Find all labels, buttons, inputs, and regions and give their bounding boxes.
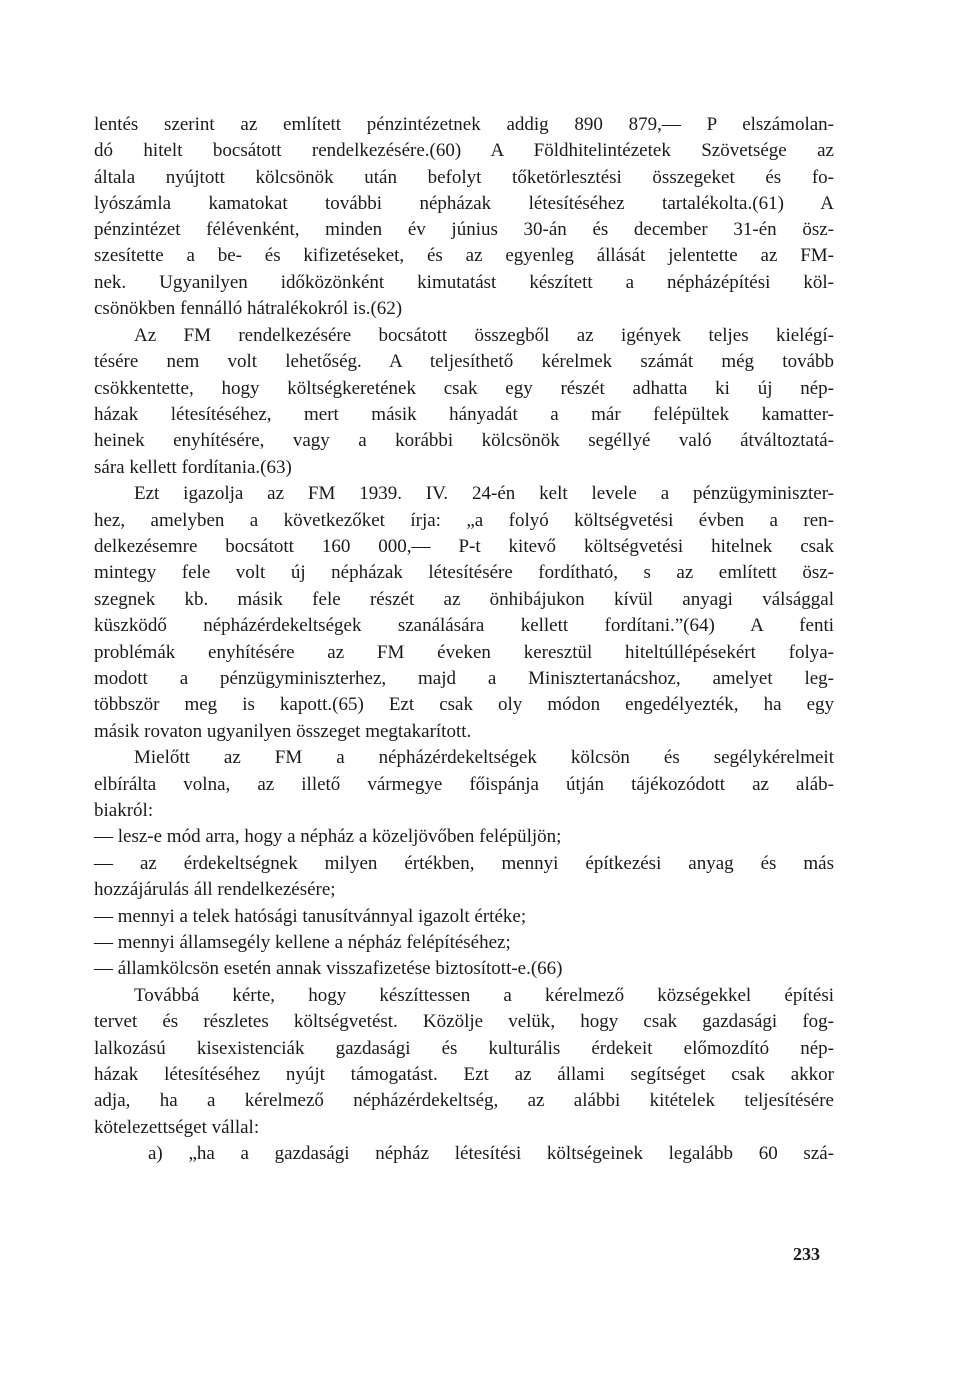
text-line: nek. Ugyanilyen időközönként kimutatást készített a népházépítési köl- xyxy=(94,272,834,293)
text-line: kötelezettséget vállal: xyxy=(94,1117,260,1138)
text-line: — mennyi államsegély kellene a népház felépítéséhez; xyxy=(94,932,511,953)
text-line: Az FM rendelkezésére bocsátott összegből az igények teljes kielégí- xyxy=(134,325,834,346)
text-line: lentés szerint az említett pénzintézetnek addig 890 879,— P elszámolan- xyxy=(94,114,834,135)
text-line: hozzájárulás áll rendelkezésére; xyxy=(94,879,336,900)
text-line: heinek enyhítésére, vagy a korábbi kölcsönök segéllyé való átváltoztatá- xyxy=(94,430,834,451)
text-line: szegnek kb. másik fele részét az önhibájukon kívül anyagi válsággal xyxy=(94,589,834,610)
text-line: lyószámla kamatokat további népházak létesítéséhez tartalékolta.(61) A xyxy=(94,193,834,214)
text-line: többször meg is kapott.(65) Ezt csak oly módon engedélyezték, ha egy xyxy=(94,694,834,715)
text-line: házak létesítéséhez, mert másik hányadát a már felépültek kamatter- xyxy=(94,404,834,425)
text-line: általa nyújtott kölcsönök után befolyt tőketörlesztési összegeket és fo- xyxy=(94,167,834,188)
text-line: szesítette a be- és kifizetéseket, és az egyenleg állását jelentette az FM- xyxy=(94,245,834,266)
text-line: delkezésemre bocsátott 160 000,— P-t kitevő költségvetési hitelnek csak xyxy=(94,536,834,557)
text-line: Továbbá kérte, hogy készíttessen a kérelmező községekkel építési xyxy=(134,985,834,1006)
text-line: — az érdekeltségnek milyen értékben, mennyi építkezési anyag és más xyxy=(94,853,834,874)
text-line: adja, ha a kérelmező népházérdekeltség, az alábbi kitételek teljesítésére xyxy=(94,1090,834,1111)
text-line: mintegy fele volt új népházak létesítésére fordítható, s az említett ösz- xyxy=(94,562,834,583)
text-line: problémák enyhítésére az FM éveken keresztül hiteltúllépésekért folya- xyxy=(94,642,834,663)
text-line: — mennyi a telek hatósági tanusítvánnyal igazolt értéke; xyxy=(94,906,527,927)
text-line: — lesz-e mód arra, hogy a népház a közeljövőben felépüljön; xyxy=(94,826,562,847)
text-line: csökkentette, hogy költségkeretének csak egy részét adhatta ki új nép- xyxy=(94,378,834,399)
text-line: tervet és részletes költségvetést. Közölje velük, hogy csak gazdasági fog- xyxy=(94,1011,834,1032)
text-line: házak létesítéséhez nyújt támogatást. Ezt az állami segítséget csak akkor xyxy=(94,1064,834,1085)
text-line: hez, amelyben a következőket írja: „a folyó költségvetési évben a ren- xyxy=(94,510,834,531)
text-line: csönökben fennálló hátralékokról is.(62) xyxy=(94,298,403,319)
text-line: dó hitelt bocsátott rendelkezésére.(60) A Földhitelintézetek Szövetsége az xyxy=(94,140,834,161)
text-line: tésére nem volt lehetőség. A teljesíthető kérelmek számát még tovább xyxy=(94,351,834,372)
text-line: elbírálta volna, az illető vármegye főispánja útján tájékozódott az aláb- xyxy=(94,774,834,795)
text-line: küszködő népházérdekeltségek szanálására kellett fordítani.”(64) A fenti xyxy=(94,615,834,636)
text-line: másik rovaton ugyanilyen összeget megtakarított. xyxy=(94,721,472,742)
text-line: lalkozású kisexistenciák gazdasági és kulturális érdekeit előmozdító nép- xyxy=(94,1038,834,1059)
text-line: sára kellett fordítania.(63) xyxy=(94,457,292,478)
page-number: 233 xyxy=(793,1244,820,1264)
text-line: Mielőtt az FM a népházérdekeltségek kölcsön és segélykérelmeit xyxy=(134,747,834,768)
text-line: pénzintézet félévenként, minden év június 30-án és december 31-én ösz- xyxy=(94,219,834,240)
text-line: Ezt igazolja az FM 1939. IV. 24-én kelt levele a pénzügyminiszter- xyxy=(134,483,834,504)
text-line: — államkölcsön esetén annak visszafizetése biztosított-e.(66) xyxy=(94,958,563,979)
text-line: biakról: xyxy=(94,800,154,821)
text-line: modott a pénzügyminiszterhez, majd a Minisztertanácshoz, amelyet leg- xyxy=(94,668,834,689)
text-line: a) „ha a gazdasági népház létesítési költségeinek legalább 60 szá- xyxy=(148,1143,834,1164)
